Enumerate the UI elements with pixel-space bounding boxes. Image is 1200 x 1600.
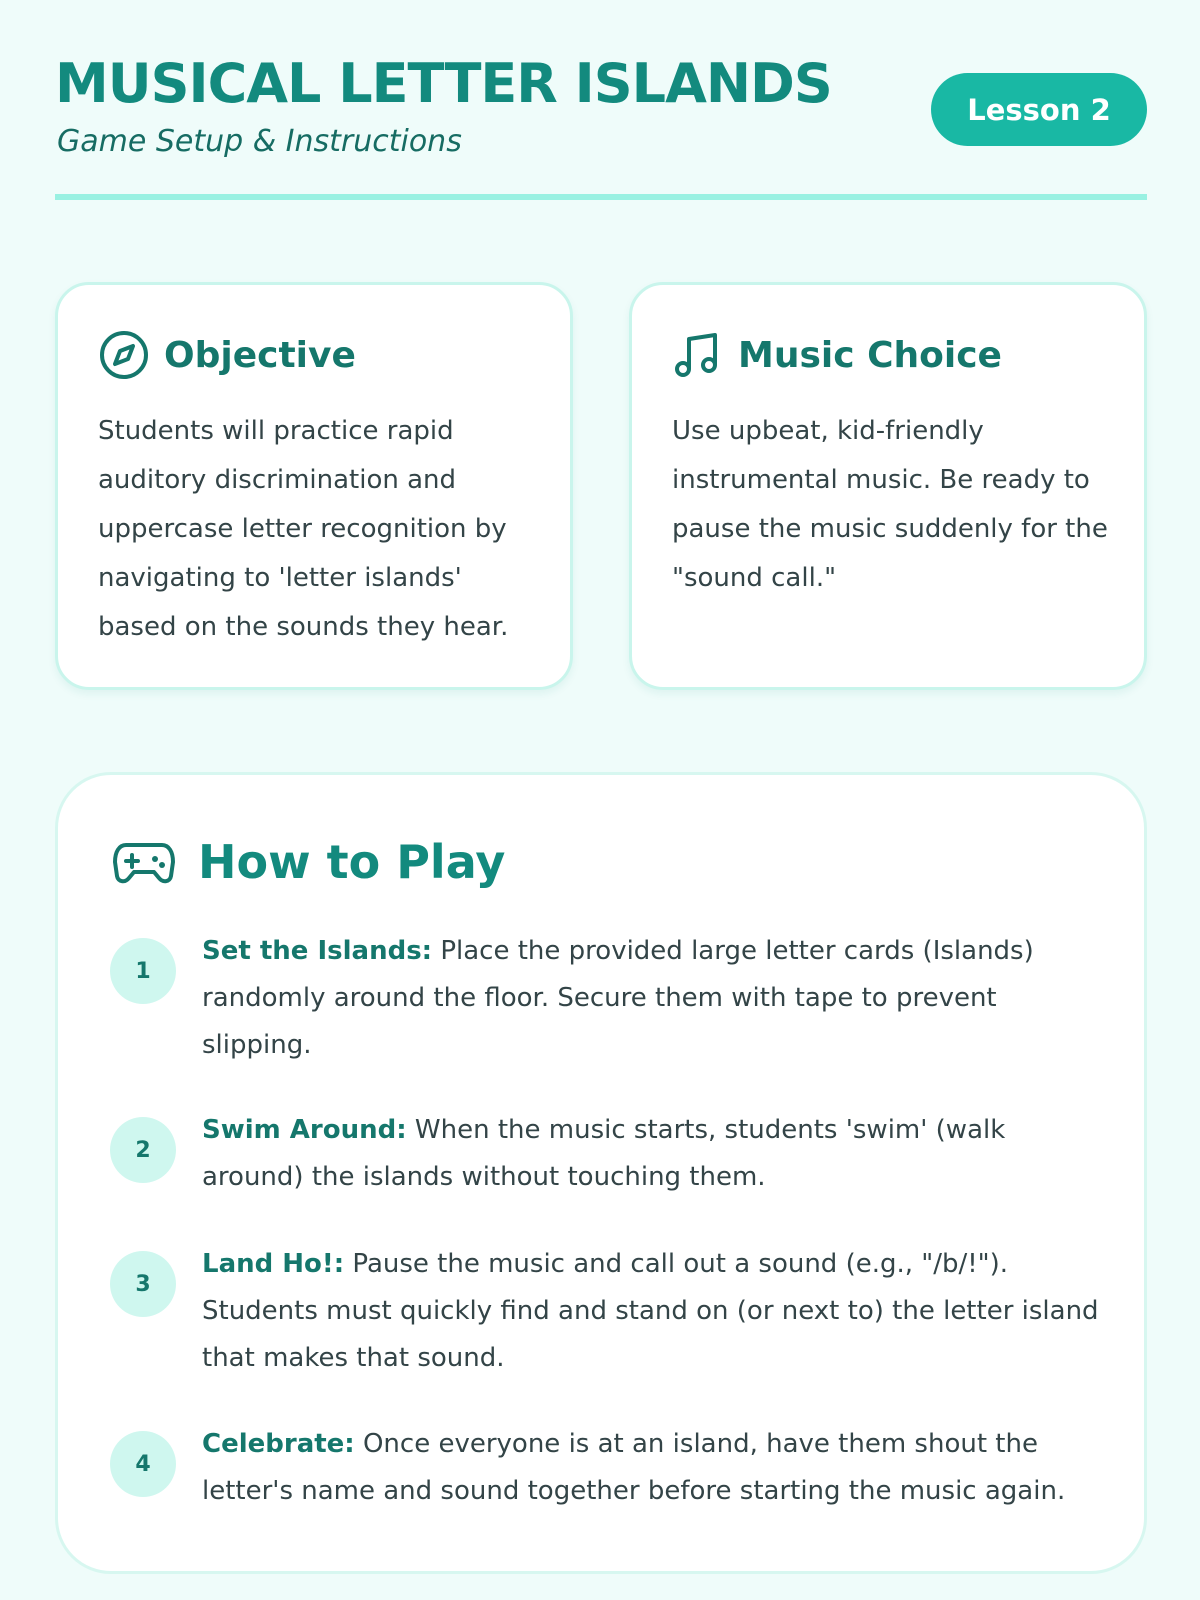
lesson-badge: Lesson 2 <box>931 73 1147 146</box>
page-title: MUSICAL LETTER ISLANDS <box>55 52 832 115</box>
step-description: Pause the music and call out a sound (e.g., "/b/!"). Students must quickly find and stand on (or next to) the letter island that makes that sound. <box>202 1249 1099 1373</box>
page-header <box>55 52 1147 200</box>
step-description: When the music starts, students 'swim' (walk around) the islands without touching them. <box>202 1115 1006 1192</box>
step-description: Once everyone is at an island, have them shout the letter's name and sound together before starting the music again. <box>202 1429 1066 1506</box>
objective-card <box>55 282 573 690</box>
gamepad-icon <box>112 836 176 888</box>
step-number: 1 <box>110 938 176 1004</box>
step-label: Swim Around: <box>202 1115 407 1145</box>
how-to-play-section <box>55 772 1147 1574</box>
music-note-icon <box>672 329 724 381</box>
compass-icon <box>98 329 150 381</box>
objective-title: Objective <box>164 334 356 376</box>
step-number: 3 <box>110 1251 176 1317</box>
step-label: Set the Islands: <box>202 936 433 966</box>
how-to-play-title: How to Play <box>198 835 506 889</box>
objective-heading <box>98 327 356 383</box>
step-description: Place the provided large letter cards (Islands) randomly around the floor. Secure them with tape to prevent slipping. <box>202 936 1034 1060</box>
music-choice-title: Music Choice <box>738 334 1002 376</box>
lesson-page <box>55 0 1147 1600</box>
music-choice-card <box>629 282 1147 690</box>
step-number: 2 <box>110 1117 176 1183</box>
music-choice-heading <box>672 327 1002 383</box>
music-choice-text: Use upbeat, kid-friendly instrumental music. Be ready to pause the music suddenly for the "sound call." <box>672 416 1108 593</box>
how-to-play-heading <box>112 829 505 895</box>
objective-text: Students will practice rapid auditory discrimination and uppercase letter recognition by navigating to 'letter islands' based on the sounds they hear. <box>98 416 509 642</box>
step-text <box>202 1241 1102 1382</box>
step-text <box>202 1107 1102 1201</box>
step-text <box>202 928 1102 1069</box>
page-subtitle: Game Setup & Instructions <box>57 124 462 159</box>
step-text <box>202 1421 1102 1515</box>
step-number: 4 <box>110 1431 176 1497</box>
step-label: Celebrate: <box>202 1429 355 1459</box>
step-label: Land Ho!: <box>202 1249 345 1279</box>
